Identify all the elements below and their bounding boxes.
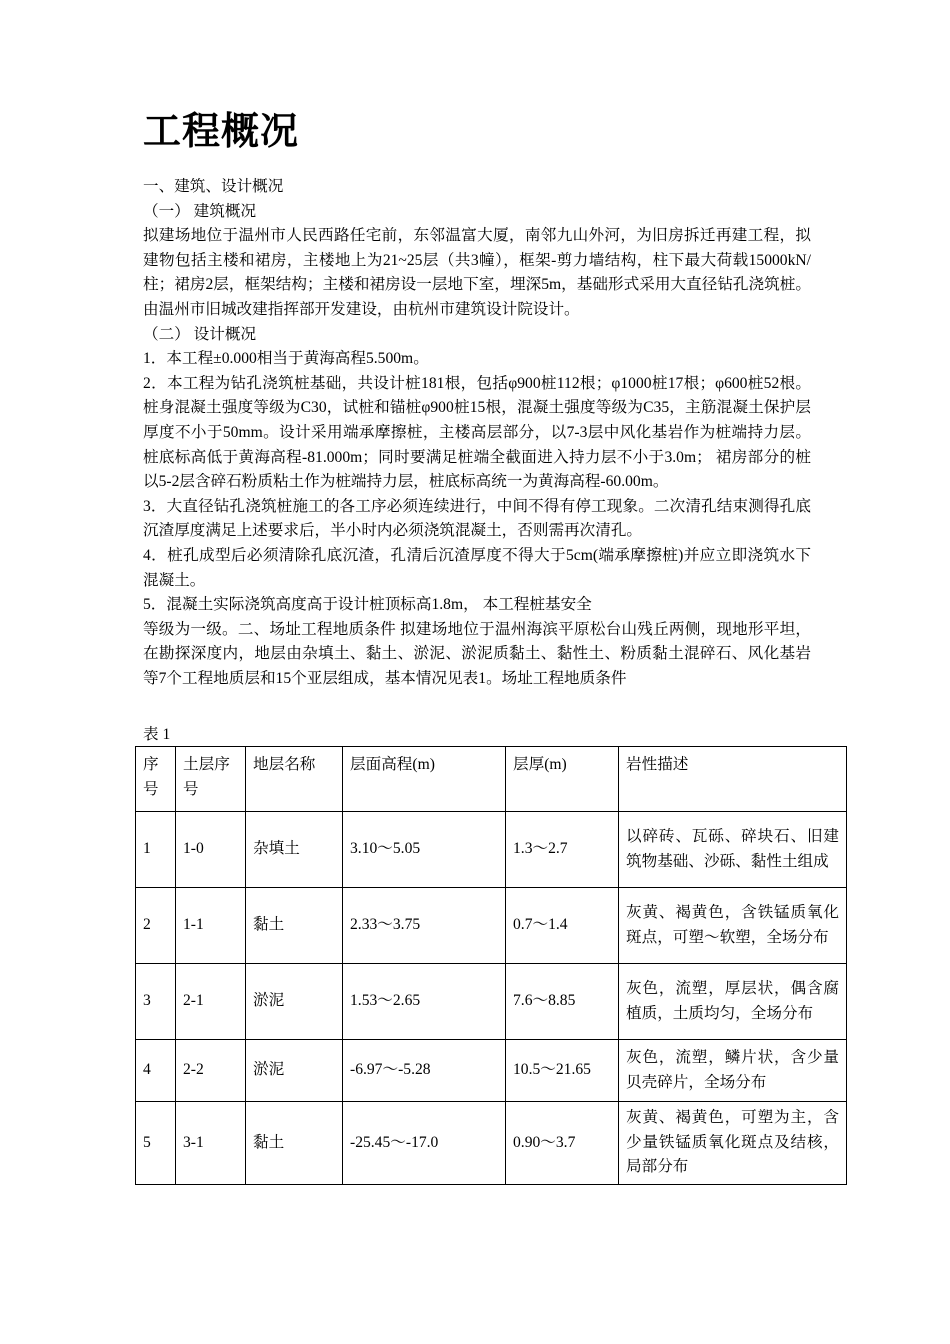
subsection-heading: （一） 建筑概况 bbox=[143, 202, 257, 220]
table-cell: 0.90～3.7 bbox=[506, 1102, 619, 1185]
paragraph: 等级为一级。二、场址工程地质条件 拟建场地位于温州海滨平原松台山残丘两侧，现地形平坦，在勘探深度内，地层由杂填土、黏土、淤泥、淤泥质黏土、黏性土、粉质黏土混碎石、风化基岩等7个工程地质层和15个亚层组成，基本情况见表1。场址工程地质条件 bbox=[143, 620, 811, 687]
table-cell: 3.10～5.05 bbox=[343, 812, 506, 888]
table-row bbox=[136, 812, 847, 888]
paragraph: 拟建场地位于温州市人民西路任宅前，东邻温富大厦，南邻九山外河，为旧房拆迁再建工程，拟建物包括主楼和裙房，主楼地上为21~25层（共3幢），框架-剪力墙结构，柱下最大荷载15000kN/柱；裙房2层，框架结构；主楼和裙房设一层地下室，埋深5m，基础形式采用大直径钻孔浇筑桩。由温州市旧城改建指挥部开发建设，由杭州市建筑设计院设计。 bbox=[143, 227, 811, 318]
header-cell: 层面高程(m) bbox=[343, 747, 506, 812]
table-cell: 1.3～2.7 bbox=[506, 812, 619, 888]
table-cell: 3 bbox=[136, 964, 176, 1040]
header-cell: 地层名称 bbox=[246, 747, 343, 812]
table-cell: 黏土 bbox=[246, 1102, 343, 1185]
paragraph: 4．桩孔成型后必须清除孔底沉渣，孔清后沉渣厚度不得大于5cm(端承摩擦桩)并应立即浇筑水下混凝土。 bbox=[143, 546, 811, 589]
table-cell: 1.53～2.65 bbox=[343, 964, 506, 1040]
header-cell: 岩性描述 bbox=[619, 747, 847, 812]
table-cell: 2-1 bbox=[176, 964, 246, 1040]
header-cell: 序号 bbox=[136, 747, 176, 812]
table-cell: 1-0 bbox=[176, 812, 246, 888]
page-title: 工程概况 bbox=[143, 111, 300, 153]
table-caption: 表 1 bbox=[143, 726, 171, 743]
table-row bbox=[136, 1040, 847, 1102]
table-cell: 4 bbox=[136, 1040, 176, 1102]
subsection-heading: （二） 设计概况 bbox=[143, 325, 257, 343]
table-row bbox=[136, 888, 847, 964]
table-cell: 淤泥 bbox=[246, 1040, 343, 1102]
table-cell: 以碎砖、瓦砾、碎块石、旧建筑物基础、沙砾、黏性土组成 bbox=[619, 812, 847, 888]
table-cell: 灰色，流塑，鳞片状，含少量贝壳碎片，全场分布 bbox=[619, 1040, 847, 1102]
table-cell: 2-2 bbox=[176, 1040, 246, 1102]
table-cell: 杂填土 bbox=[246, 812, 343, 888]
paragraph: 1．本工程±0.000相当于黄海高程5.500m。 bbox=[143, 350, 429, 368]
table-cell: 2 bbox=[136, 888, 176, 964]
header-cell: 土层序号 bbox=[176, 747, 246, 812]
table-row bbox=[136, 964, 847, 1040]
table-cell: 3-1 bbox=[176, 1102, 246, 1185]
table-cell: -25.45～-17.0 bbox=[343, 1102, 506, 1185]
paragraph: 2．本工程为钻孔浇筑桩基础，共设计桩181根，包括φ900桩112根；φ1000桩17根；φ600桩52根。桩身混凝土强度等级为C30，试桩和锚桩φ900桩15根，混凝土强度等级为C35，主筋混凝土保护层厚度不小于50mm。设计采用端承摩擦桩，主楼高层部分，以7-3层中风化基岩作为桩端持力层。桩底标高低于黄海高程-81.000m；同时要满足桩端全截面进入持力层不小于3.0m； 裙房部分的桩以5-2层含碎石粉质粘土作为桩端持力层，桩底标高统一为黄海高程-60.00m。 bbox=[143, 374, 811, 491]
table-cell: 灰色，流塑，厚层状，偶含腐植质，土质均匀，全场分布 bbox=[619, 964, 847, 1040]
table-header-row bbox=[136, 747, 847, 812]
document-body bbox=[143, 175, 811, 691]
table-cell: 1-1 bbox=[176, 888, 246, 964]
table-row bbox=[136, 1102, 847, 1185]
table-cell: -6.97～-5.28 bbox=[343, 1040, 506, 1102]
geology-table bbox=[135, 746, 847, 1185]
table-cell: 2.33～3.75 bbox=[343, 888, 506, 964]
paragraph: 3．大直径钻孔浇筑桩施工的各工序必须连续进行，中间不得有停工现象。二次清孔结束测得孔底沉渣厚度满足上述要求后，半小时内必须浇筑混凝土，否则需再次清孔。 bbox=[143, 497, 811, 540]
table-cell: 7.6～8.85 bbox=[506, 964, 619, 1040]
table-cell: 黏土 bbox=[246, 888, 343, 964]
table-cell: 淤泥 bbox=[246, 964, 343, 1040]
table-cell: 灰黄、褐黄色，含铁锰质氧化斑点，可塑～软塑，全场分布 bbox=[619, 888, 847, 964]
table-cell: 1 bbox=[136, 812, 176, 888]
table-cell: 灰黄、褐黄色，可塑为主，含少量铁锰质氧化斑点及结核，局部分布 bbox=[619, 1102, 847, 1185]
paragraph: 5．混凝土实际浇筑高度高于设计桩顶标高1.8m， 本工程桩基安全 bbox=[143, 596, 592, 614]
section-heading: 一、建筑、设计概况 bbox=[143, 178, 284, 195]
header-cell: 层厚(m) bbox=[506, 747, 619, 812]
table-cell: 10.5～21.65 bbox=[506, 1040, 619, 1102]
table-cell: 5 bbox=[136, 1102, 176, 1185]
table-cell: 0.7～1.4 bbox=[506, 888, 619, 964]
